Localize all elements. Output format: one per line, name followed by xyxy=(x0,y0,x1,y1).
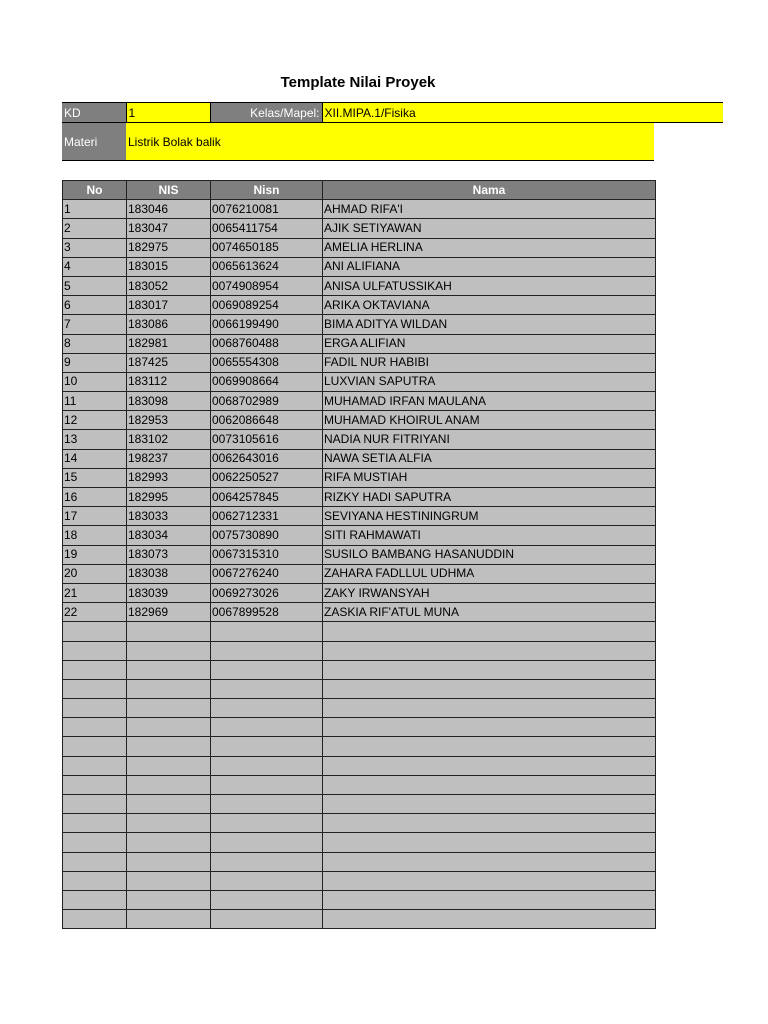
cell-nama[interactable]: SITI RAHMAWATI xyxy=(323,526,656,545)
cell-nama[interactable] xyxy=(323,833,656,852)
table-row xyxy=(63,430,656,449)
cell-nisn[interactable] xyxy=(211,641,323,660)
cell-nama[interactable]: SUSILO BAMBANG HASANUDDIN xyxy=(323,545,656,564)
cell-no[interactable]: 17 xyxy=(63,507,127,526)
cell-nis[interactable]: 183038 xyxy=(127,564,211,583)
table-row xyxy=(63,564,656,583)
cell-nis[interactable]: 182975 xyxy=(127,238,211,257)
cell-nisn[interactable]: 0067276240 xyxy=(211,564,323,583)
cell-nisn[interactable] xyxy=(211,871,323,890)
cell-nisn[interactable]: 0068702989 xyxy=(211,392,323,411)
cell-no[interactable] xyxy=(63,679,127,698)
table-row xyxy=(63,238,656,257)
cell-nisn[interactable] xyxy=(211,852,323,871)
table-row xyxy=(63,392,656,411)
cell-nis[interactable]: 183034 xyxy=(127,526,211,545)
cell-nisn[interactable] xyxy=(211,699,323,718)
cell-nama[interactable]: ZAHARA FADLLUL UDHMA xyxy=(323,564,656,583)
cell-nama[interactable] xyxy=(323,699,656,718)
cell-no[interactable]: 5 xyxy=(63,276,127,295)
cell-nisn[interactable] xyxy=(211,833,323,852)
cell-nisn[interactable] xyxy=(211,718,323,737)
cell-nis[interactable] xyxy=(127,756,211,775)
cell-nis[interactable]: 183052 xyxy=(127,276,211,295)
cell-nisn[interactable]: 0069273026 xyxy=(211,583,323,602)
cell-nisn[interactable]: 0069908664 xyxy=(211,372,323,391)
cell-no[interactable] xyxy=(63,833,127,852)
cell-nis[interactable]: 183102 xyxy=(127,430,211,449)
cell-nama[interactable]: AMELIA HERLINA xyxy=(323,238,656,257)
cell-nama[interactable]: RIFA MUSTIAH xyxy=(323,468,656,487)
cell-nisn[interactable] xyxy=(211,622,323,641)
cell-nis[interactable]: 183073 xyxy=(127,545,211,564)
table-row xyxy=(63,219,656,238)
table-row xyxy=(63,296,656,315)
cell-nama[interactable]: LUXVIAN SAPUTRA xyxy=(323,372,656,391)
cell-nama[interactable] xyxy=(323,756,656,775)
cell-nama[interactable]: NAWA SETIA ALFIA xyxy=(323,449,656,468)
cell-no[interactable]: 1 xyxy=(63,200,127,219)
cell-nis[interactable] xyxy=(127,795,211,814)
cell-nama[interactable] xyxy=(323,660,656,679)
cell-no[interactable]: 8 xyxy=(63,334,127,353)
table-row xyxy=(63,910,656,929)
cell-nisn[interactable] xyxy=(211,756,323,775)
table-row xyxy=(63,737,656,756)
cell-no[interactable]: 12 xyxy=(63,411,127,430)
table-row xyxy=(63,372,656,391)
cell-nama[interactable]: ERGA ALIFIAN xyxy=(323,334,656,353)
materi-value[interactable]: Listrik Bolak balik xyxy=(126,123,654,161)
cell-nama[interactable] xyxy=(323,852,656,871)
cell-nis[interactable] xyxy=(127,890,211,909)
cell-no[interactable] xyxy=(63,852,127,871)
cell-nisn[interactable] xyxy=(211,910,323,929)
table-row xyxy=(63,775,656,794)
table-row xyxy=(63,660,656,679)
cell-nis[interactable]: 183033 xyxy=(127,507,211,526)
cell-nisn[interactable]: 0074908954 xyxy=(211,276,323,295)
kelas-value[interactable]: XII.MIPA.1/Fisika xyxy=(322,103,654,123)
cell-nama[interactable]: SEVIYANA HESTININGRUM xyxy=(323,507,656,526)
cell-no[interactable]: 6 xyxy=(63,296,127,315)
cell-no[interactable]: 15 xyxy=(63,468,127,487)
cell-nama[interactable]: MUHAMAD IRFAN MAULANA xyxy=(323,392,656,411)
cell-no[interactable] xyxy=(63,814,127,833)
cell-nama[interactable]: FADIL NUR HABIBI xyxy=(323,353,656,372)
cell-nisn[interactable]: 0065411754 xyxy=(211,219,323,238)
table-row xyxy=(63,833,656,852)
cell-no[interactable] xyxy=(63,775,127,794)
cell-nis[interactable] xyxy=(127,814,211,833)
cell-nis[interactable] xyxy=(127,641,211,660)
cell-nama[interactable] xyxy=(323,890,656,909)
cell-no[interactable] xyxy=(63,890,127,909)
table-row xyxy=(63,622,656,641)
cell-nama[interactable]: NADIA NUR FITRIYANI xyxy=(323,430,656,449)
cell-nis[interactable]: 183086 xyxy=(127,315,211,334)
cell-nis[interactable]: 183112 xyxy=(127,372,211,391)
cell-nama[interactable] xyxy=(323,814,656,833)
table-row xyxy=(63,679,656,698)
table-row xyxy=(63,276,656,295)
table-row xyxy=(63,468,656,487)
student-table xyxy=(62,180,656,929)
column-header-nama: Nama xyxy=(323,181,656,200)
page-title: Template Nilai Proyek xyxy=(280,74,436,91)
cell-no[interactable]: 9 xyxy=(63,353,127,372)
cell-no[interactable] xyxy=(63,718,127,737)
cell-no[interactable]: 21 xyxy=(63,583,127,602)
cell-nisn[interactable] xyxy=(211,775,323,794)
cell-no[interactable] xyxy=(63,910,127,929)
cell-no[interactable] xyxy=(63,795,127,814)
cell-nama[interactable] xyxy=(323,679,656,698)
cell-no[interactable]: 18 xyxy=(63,526,127,545)
cell-nama[interactable]: ZASKIA RIF'ATUL MUNA xyxy=(323,603,656,622)
cell-nisn[interactable]: 0076210081 xyxy=(211,200,323,219)
cell-nama[interactable]: AJIK SETIYAWAN xyxy=(323,219,656,238)
cell-nama[interactable]: RIZKY HADI SAPUTRA xyxy=(323,488,656,507)
table-row xyxy=(63,411,656,430)
cell-no[interactable] xyxy=(63,622,127,641)
cell-nis[interactable] xyxy=(127,622,211,641)
cell-no[interactable]: 7 xyxy=(63,315,127,334)
table-row xyxy=(63,583,656,602)
cell-no[interactable]: 11 xyxy=(63,392,127,411)
cell-nisn[interactable]: 0062250527 xyxy=(211,468,323,487)
cell-no[interactable]: 16 xyxy=(63,488,127,507)
cell-nisn[interactable]: 0065613624 xyxy=(211,257,323,276)
cell-nisn[interactable]: 0062086648 xyxy=(211,411,323,430)
cell-nis[interactable] xyxy=(127,699,211,718)
cell-nis[interactable]: 187425 xyxy=(127,353,211,372)
cell-nisn[interactable]: 0064257845 xyxy=(211,488,323,507)
cell-nis[interactable] xyxy=(127,852,211,871)
cell-nis[interactable] xyxy=(127,718,211,737)
table-row xyxy=(63,641,656,660)
cell-nama[interactable]: MUHAMAD KHOIRUL ANAM xyxy=(323,411,656,430)
cell-nisn[interactable]: 0066199490 xyxy=(211,315,323,334)
cell-nisn[interactable]: 0073105616 xyxy=(211,430,323,449)
cell-nama[interactable]: ZAKY IRWANSYAH xyxy=(323,583,656,602)
cell-no[interactable] xyxy=(63,641,127,660)
table-row xyxy=(63,353,656,372)
table-row xyxy=(63,852,656,871)
cell-nama[interactable] xyxy=(323,718,656,737)
cell-no[interactable]: 2 xyxy=(63,219,127,238)
table-row xyxy=(63,718,656,737)
cell-nisn[interactable] xyxy=(211,795,323,814)
cell-nis[interactable]: 183015 xyxy=(127,257,211,276)
cell-nama[interactable] xyxy=(323,795,656,814)
cell-nisn[interactable]: 0065554308 xyxy=(211,353,323,372)
cell-nis[interactable]: 182969 xyxy=(127,603,211,622)
table-row xyxy=(63,257,656,276)
table-row xyxy=(63,488,656,507)
cell-nis[interactable]: 183017 xyxy=(127,296,211,315)
cell-nis[interactable]: 183046 xyxy=(127,200,211,219)
cell-nis[interactable]: 198237 xyxy=(127,449,211,468)
cell-nisn[interactable]: 0068760488 xyxy=(211,334,323,353)
cell-nis[interactable] xyxy=(127,871,211,890)
cell-nama[interactable] xyxy=(323,737,656,756)
cell-nama[interactable] xyxy=(323,910,656,929)
column-header-nis: NIS xyxy=(127,181,211,200)
cell-nis[interactable] xyxy=(127,775,211,794)
table-header-row xyxy=(63,181,656,200)
cell-no[interactable] xyxy=(63,660,127,679)
cell-nama[interactable]: ANI ALIFIANA xyxy=(323,257,656,276)
table-body xyxy=(63,200,656,929)
table-row xyxy=(63,795,656,814)
cell-nisn[interactable]: 0062643016 xyxy=(211,449,323,468)
cell-nis[interactable]: 183098 xyxy=(127,392,211,411)
cell-no[interactable]: 22 xyxy=(63,603,127,622)
cell-no[interactable]: 4 xyxy=(63,257,127,276)
table-row xyxy=(63,507,656,526)
cell-no[interactable]: 3 xyxy=(63,238,127,257)
cell-nama[interactable] xyxy=(323,775,656,794)
cell-nama[interactable]: ARIKA OKTAVIANA xyxy=(323,296,656,315)
cell-no[interactable]: 20 xyxy=(63,564,127,583)
cell-no[interactable] xyxy=(63,737,127,756)
cell-nama[interactable]: AHMAD RIFA'I xyxy=(323,200,656,219)
table-row xyxy=(63,334,656,353)
cell-nisn[interactable]: 0069089254 xyxy=(211,296,323,315)
table-row xyxy=(63,890,656,909)
cell-nama[interactable] xyxy=(323,641,656,660)
cell-no[interactable]: 19 xyxy=(63,545,127,564)
table-row xyxy=(63,200,656,219)
cell-nisn[interactable] xyxy=(211,890,323,909)
cell-nis[interactable]: 182993 xyxy=(127,468,211,487)
cell-nis[interactable]: 182995 xyxy=(127,488,211,507)
cell-nisn[interactable]: 0067899528 xyxy=(211,603,323,622)
cell-nama[interactable]: BIMA ADITYA WILDAN xyxy=(323,315,656,334)
cell-nis[interactable]: 183039 xyxy=(127,583,211,602)
table-row xyxy=(63,603,656,622)
cell-nis[interactable] xyxy=(127,910,211,929)
kelas-value-overflow xyxy=(654,103,723,123)
table-row xyxy=(63,449,656,468)
cell-no[interactable]: 14 xyxy=(63,449,127,468)
kd-label: KD xyxy=(62,103,126,123)
table-row xyxy=(63,545,656,564)
table-row xyxy=(63,814,656,833)
cell-no[interactable] xyxy=(63,699,127,718)
table-row xyxy=(63,756,656,775)
cell-no[interactable]: 10 xyxy=(63,372,127,391)
cell-nama[interactable] xyxy=(323,871,656,890)
cell-nisn[interactable] xyxy=(211,660,323,679)
info-header-table xyxy=(62,102,723,161)
cell-nis[interactable] xyxy=(127,660,211,679)
table-row xyxy=(63,315,656,334)
cell-no[interactable]: 13 xyxy=(63,430,127,449)
table-row xyxy=(63,526,656,545)
cell-nisn[interactable] xyxy=(211,814,323,833)
cell-nis[interactable] xyxy=(127,737,211,756)
cell-nama[interactable] xyxy=(323,622,656,641)
cell-nis[interactable] xyxy=(127,679,211,698)
kd-value[interactable]: 1 xyxy=(126,103,210,123)
cell-nis[interactable]: 182981 xyxy=(127,334,211,353)
column-header-nisn: Nisn xyxy=(211,181,323,200)
cell-nis[interactable]: 182953 xyxy=(127,411,211,430)
cell-no[interactable] xyxy=(63,756,127,775)
cell-no[interactable] xyxy=(63,871,127,890)
cell-nisn[interactable] xyxy=(211,737,323,756)
cell-nisn[interactable]: 0062712331 xyxy=(211,507,323,526)
cell-nama[interactable]: ANISA ULFATUSSIKAH xyxy=(323,276,656,295)
cell-nisn[interactable]: 0067315310 xyxy=(211,545,323,564)
cell-nisn[interactable]: 0074650185 xyxy=(211,238,323,257)
table-row xyxy=(63,871,656,890)
cell-nisn[interactable]: 0075730890 xyxy=(211,526,323,545)
kelas-label: Kelas/Mapel: xyxy=(210,103,322,123)
materi-label: Materi xyxy=(62,123,126,161)
cell-nis[interactable]: 183047 xyxy=(127,219,211,238)
cell-nis[interactable] xyxy=(127,833,211,852)
table-row xyxy=(63,699,656,718)
cell-nisn[interactable] xyxy=(211,679,323,698)
column-header-no: No xyxy=(63,181,127,200)
